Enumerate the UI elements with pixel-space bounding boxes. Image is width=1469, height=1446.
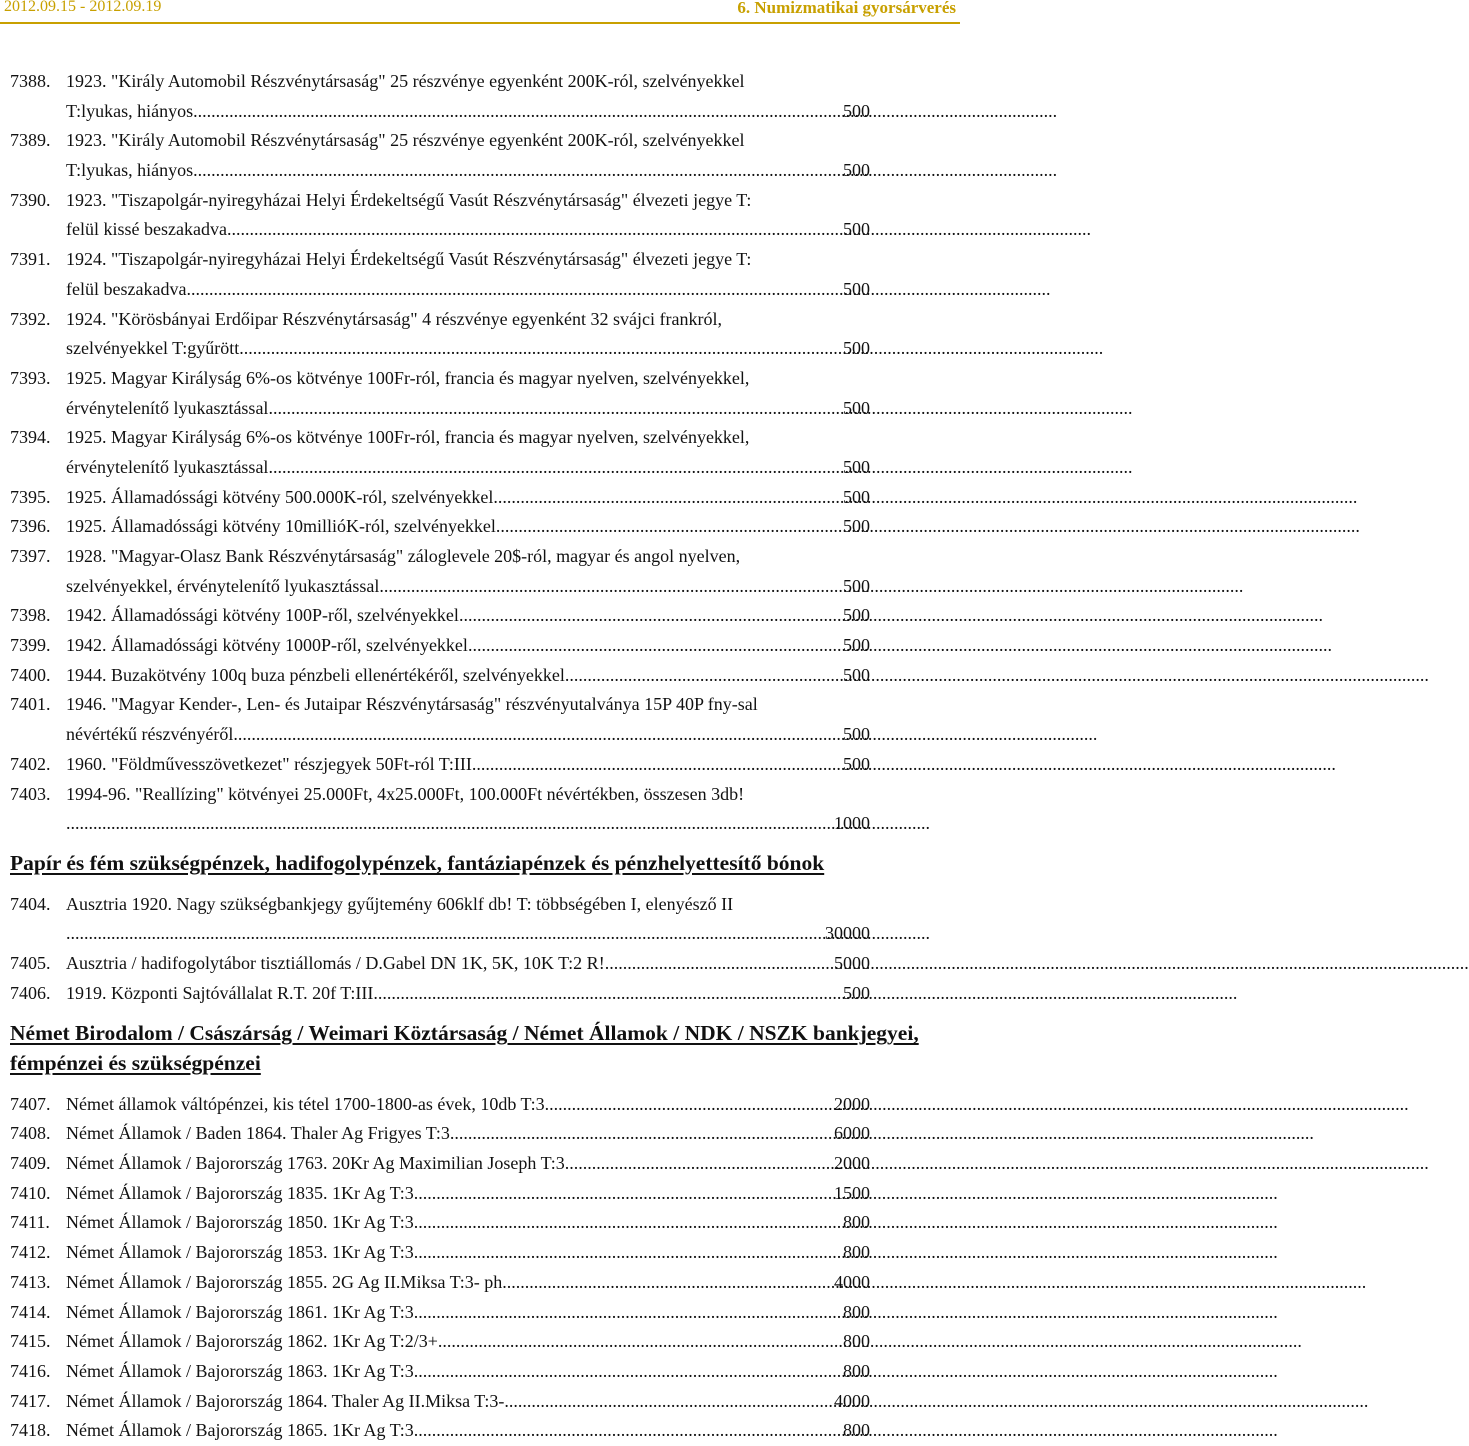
lot-description-end: T:lyukas, hiányos xyxy=(66,100,194,121)
lot-entry xyxy=(0,890,960,949)
dot-leader xyxy=(438,1327,843,1357)
lot-price: 500 xyxy=(843,753,870,774)
lot-number: 7391. xyxy=(10,249,51,270)
lot-description-end: Német Államok / Bajorország 1853. 1Kr Ag T:3 xyxy=(66,1242,414,1263)
dot-leader xyxy=(493,483,843,513)
dot-leader xyxy=(193,97,843,127)
lot-description-end: T:lyukas, hiányos xyxy=(66,160,194,181)
dot-leader xyxy=(459,601,843,631)
lot-price: 500 xyxy=(843,100,870,121)
lot-price: 500 xyxy=(843,338,870,359)
dot-leader xyxy=(565,661,843,691)
lot-entry xyxy=(0,126,960,185)
dot-leader xyxy=(268,394,843,424)
lot-price: 800 xyxy=(843,1301,870,1322)
lot-entry xyxy=(0,423,960,482)
lot-entry xyxy=(0,780,960,839)
lot-description-end: Német Államok / Bajorország 1865. 1Kr Ag T:3 xyxy=(66,1420,414,1441)
dot-leader xyxy=(268,453,843,483)
dot-leader xyxy=(414,1238,843,1268)
lot-number: 7390. xyxy=(10,189,51,210)
lot-number: 7416. xyxy=(10,1360,51,1381)
lot-description: 1924. "Körösbányai Erdőipar Részvénytársaság" 4 részvénye egyenként 32 svájci frankról, xyxy=(66,308,722,329)
lot-number: 7409. xyxy=(10,1153,51,1174)
dot-leader xyxy=(504,1387,834,1417)
lot-number: 7397. xyxy=(10,546,51,566)
lot-description-end: 1944. Buzakötvény 100q buza pénzbeli ellenértékéről, szelvényekkel xyxy=(66,664,565,685)
lot-description: 1946. "Magyar Kender-, Len- és Jutaipar Részvénytársaság" részvényutalványa 15P 40P fny-sal xyxy=(66,694,758,715)
lot-number: 7392. xyxy=(10,308,51,329)
lot-description-end: Német államok váltópénzei, kis tétel 1700-1800-as évek, 10db T:3 xyxy=(66,1093,545,1114)
lot-number: 7388. xyxy=(10,71,51,91)
dot-leader xyxy=(565,1149,834,1179)
lot-description: 1925. Magyar Királyság 6%-os kötvénye 100Fr-ról, francia és magyar nyelven, szelvényekkel, xyxy=(66,367,750,388)
lot-entry xyxy=(0,1327,960,1357)
lot-entry xyxy=(0,364,960,423)
lot-description-end: 1925. Államadóssági kötvény 10millióK-ról, szelvényekkel xyxy=(66,516,496,537)
lot-number: 7413. xyxy=(10,1271,51,1292)
lot-entry xyxy=(0,1268,960,1298)
lot-entry xyxy=(0,1387,960,1417)
lot-description: 1994-96. "Reallízing" kötvényei 25.000Ft, 4x25.000Ft, 100.000Ft névértékben, összesen 3db! xyxy=(66,783,745,804)
lot-number: 7404. xyxy=(10,893,51,914)
lot-description-end: Német Államok / Bajorország 1835. 1Kr Ag T:3 xyxy=(66,1182,414,1203)
lot-price: 2000 xyxy=(834,1153,870,1174)
lot-description-end: Német Államok / Baden 1864. Thaler Ag Frigyes T:3 xyxy=(66,1123,450,1144)
dot-leader xyxy=(468,631,843,661)
dot-leader xyxy=(227,215,843,245)
lot-price: 5000 xyxy=(834,952,870,973)
lot-entry xyxy=(0,542,960,601)
lot-description-end: Német Államok / Bajorország 1855. 2G Ag II.Miksa T:3- ph xyxy=(66,1271,503,1292)
dot-leader xyxy=(193,156,843,186)
lot-price: 500 xyxy=(843,486,870,507)
lot-description-end: Német Államok / Bajorország 1862. 1Kr Ag T:2/3+ xyxy=(66,1331,438,1352)
lot-entry xyxy=(0,949,960,979)
dot-leader xyxy=(233,720,843,750)
lot-number: 7396. xyxy=(10,516,51,537)
lot-description-end: szelvényekkel T:gyűrött xyxy=(66,338,240,359)
auction-title: 6. Numizmatikai gyorsárverés xyxy=(737,0,956,17)
lot-description-end: 1942. Államadóssági kötvény 1000P-ről, szelvényekkel xyxy=(66,635,468,656)
lot-price: 500 xyxy=(843,160,870,181)
lot-price: 4000 xyxy=(834,1390,870,1411)
lot-price: 1500 xyxy=(834,1182,870,1203)
lot-price: 1000 xyxy=(834,813,870,834)
lot-entry xyxy=(0,631,960,661)
lot-number: 7395. xyxy=(10,486,51,507)
lot-description: 1924. "Tiszapolgár-nyiregyházai Helyi Érdekeltségű Vasút Részvénytársaság" élvezeti jegye T: xyxy=(66,249,752,270)
dot-leader xyxy=(373,979,843,1009)
lot-entry xyxy=(0,601,960,631)
dot-leader xyxy=(414,1298,843,1328)
lot-price: 800 xyxy=(843,1360,870,1381)
lot-price: 500 xyxy=(843,664,870,685)
lot-description: 1928. "Magyar-Olasz Bank Részvénytársaság" záloglevele 20$-ról, magyar és angol nyelven, xyxy=(66,546,741,566)
lot-entry xyxy=(0,661,960,691)
lot-number: 7410. xyxy=(10,1182,51,1203)
dot-leader xyxy=(545,1090,834,1120)
lot-price: 500 xyxy=(843,724,870,745)
lot-description: 1925. Magyar Királyság 6%-os kötvénye 100Fr-ról, francia és magyar nyelven, szelvényekkel, xyxy=(66,427,750,448)
section-heading: Papír és fém szükségpénzek, hadifogolypénzek, fantáziapénzek és pénzhelyettesítő bónok xyxy=(10,850,825,875)
lot-price: 500 xyxy=(843,219,870,240)
lot-description-end: 1919. Központi Sajtóvállalat R.T. 20f T:III xyxy=(66,982,374,1003)
lot-description-end: felül beszakadva xyxy=(66,278,187,299)
lot-description: 1923. "Király Automobil Részvénytársaság" 25 részvénye egyenként 200K-ról, szelvényekkel xyxy=(66,130,745,151)
lot-entry xyxy=(0,750,960,780)
lot-price: 500 xyxy=(843,635,870,656)
lot-number: 7398. xyxy=(10,605,51,626)
lot-entry xyxy=(0,1357,960,1387)
lot-price: 500 xyxy=(843,516,870,537)
lot-price: 500 xyxy=(843,456,870,477)
lot-description: 1923. "Tiszapolgár-nyiregyházai Helyi Érdekeltségű Vasút Részvénytársaság" élvezeti jegye T: xyxy=(66,189,752,210)
lot-number: 7417. xyxy=(10,1390,51,1411)
lot-number: 7394. xyxy=(10,427,51,448)
lot-description: Ausztria 1920. Nagy szükségbankjegy gyűjtemény 606klf db! T: többségében I, elenyésző II xyxy=(66,893,734,914)
lot-number: 7405. xyxy=(10,952,51,973)
lot-number: 7401. xyxy=(10,694,51,715)
lot-price: 500 xyxy=(843,397,870,418)
lot-number: 7393. xyxy=(10,367,51,388)
lot-number: 7414. xyxy=(10,1301,51,1322)
dot-leader xyxy=(414,1416,843,1446)
dot-leader xyxy=(379,572,843,602)
dot-leader xyxy=(496,512,843,542)
lot-description-end: érvénytelenítő lyukasztással xyxy=(66,456,269,477)
lot-number: 7400. xyxy=(10,664,51,685)
lot-entry xyxy=(0,305,960,364)
lot-entry xyxy=(0,1416,960,1446)
lot-price: 2000 xyxy=(834,1093,870,1114)
lot-entry xyxy=(0,1090,960,1120)
lot-number: 7412. xyxy=(10,1242,51,1263)
lot-number: 7418. xyxy=(10,1420,51,1441)
lot-entry xyxy=(0,1119,960,1149)
lot-list xyxy=(0,67,960,1446)
dot-leader xyxy=(502,1268,834,1298)
lot-entry xyxy=(0,1179,960,1209)
lot-price: 500 xyxy=(843,278,870,299)
lot-entry xyxy=(0,186,960,245)
lot-price: 30000 xyxy=(825,923,870,944)
lot-entry xyxy=(0,1238,960,1268)
lot-entry xyxy=(0,1149,960,1179)
lot-entry xyxy=(0,1208,960,1238)
lot-entry xyxy=(0,979,960,1009)
dot-leader xyxy=(66,919,825,949)
lot-description-end: 1942. Államadóssági kötvény 100P-ről, szelvényekkel xyxy=(66,605,459,626)
lot-number: 7407. xyxy=(10,1093,51,1114)
lot-price: 800 xyxy=(843,1212,870,1233)
lot-description-end: felül kissé beszakadva xyxy=(66,219,227,240)
lot-entry xyxy=(0,690,960,749)
lot-number: 7402. xyxy=(10,753,51,774)
lot-description-end: névértékű részvényéről xyxy=(66,724,234,745)
lot-description-end: Német Államok / Bajorország 1850. 1Kr Ag T:3 xyxy=(66,1212,414,1233)
lot-entry xyxy=(0,245,960,304)
dot-leader xyxy=(414,1357,843,1387)
lot-number: 7389. xyxy=(10,130,51,151)
dot-leader xyxy=(414,1208,843,1238)
lot-description-end: Német Államok / Bajorország 1863. 1Kr Ag T:3 xyxy=(66,1360,414,1381)
lot-entry xyxy=(0,1298,960,1328)
lot-price: 800 xyxy=(843,1331,870,1352)
dot-leader xyxy=(450,1119,834,1149)
lot-price: 500 xyxy=(843,575,870,596)
lot-description-end: Ausztria / hadifogolytábor tisztiállomás / D.Gabel DN 1K, 5K, 10K T:2 R! xyxy=(66,952,605,973)
lot-price: 4000 xyxy=(834,1271,870,1292)
lot-number: 7403. xyxy=(10,783,51,804)
lot-number: 7406. xyxy=(10,982,51,1003)
lot-price: 800 xyxy=(843,1420,870,1441)
lot-entry xyxy=(0,483,960,513)
lot-description: 1923. "Király Automobil Részvénytársaság" 25 részvénye egyenként 200K-ról, szelvényekkel xyxy=(66,71,745,91)
dot-leader xyxy=(186,275,843,305)
lot-description-end: 1960. "Földművesszövetkezet" részjegyek 50Ft-ról T:III xyxy=(66,753,472,774)
dot-leader xyxy=(414,1179,834,1209)
lot-description-end: Német Államok / Bajorország 1763. 20Kr Ag Maximilian Joseph T:3 xyxy=(66,1153,565,1174)
lot-price: 500 xyxy=(843,982,870,1003)
page-header xyxy=(0,0,960,24)
lot-price: 800 xyxy=(843,1242,870,1263)
lot-description-end: Német Államok / Bajorország 1864. Thaler Ag II.Miksa T:3- xyxy=(66,1390,505,1411)
dot-leader xyxy=(239,334,843,364)
lot-number: 7408. xyxy=(10,1123,51,1144)
lot-description-end: érvénytelenítő lyukasztással xyxy=(66,397,269,418)
header-divider xyxy=(0,22,960,24)
dot-leader xyxy=(472,750,843,780)
lot-description-end: 1925. Államadóssági kötvény 500.000K-ról, szelvényekkel xyxy=(66,486,494,507)
date-range: 2012.09.15 - 2012.09.19 xyxy=(4,0,162,15)
lot-entry xyxy=(0,67,960,126)
lot-number: 7415. xyxy=(10,1331,51,1352)
lot-description-end: szelvényekkel, érvénytelenítő lyukasztással xyxy=(66,575,380,596)
lot-number: 7399. xyxy=(10,635,51,656)
lot-number: 7411. xyxy=(10,1212,50,1233)
lot-price: 6000 xyxy=(834,1123,870,1144)
dot-leader xyxy=(605,949,834,979)
lot-description-end: Német Államok / Bajorország 1861. 1Kr Ag T:3 xyxy=(66,1301,414,1322)
lot-entry xyxy=(0,512,960,542)
lot-price: 500 xyxy=(843,605,870,626)
section-heading: Német Birodalom / Császárság / Weimari Köztársaság / Német Államok / NDK / NSZK bankjegyei, fémpénzei és szükségpénzei xyxy=(10,1021,919,1076)
dot-leader xyxy=(66,809,834,839)
